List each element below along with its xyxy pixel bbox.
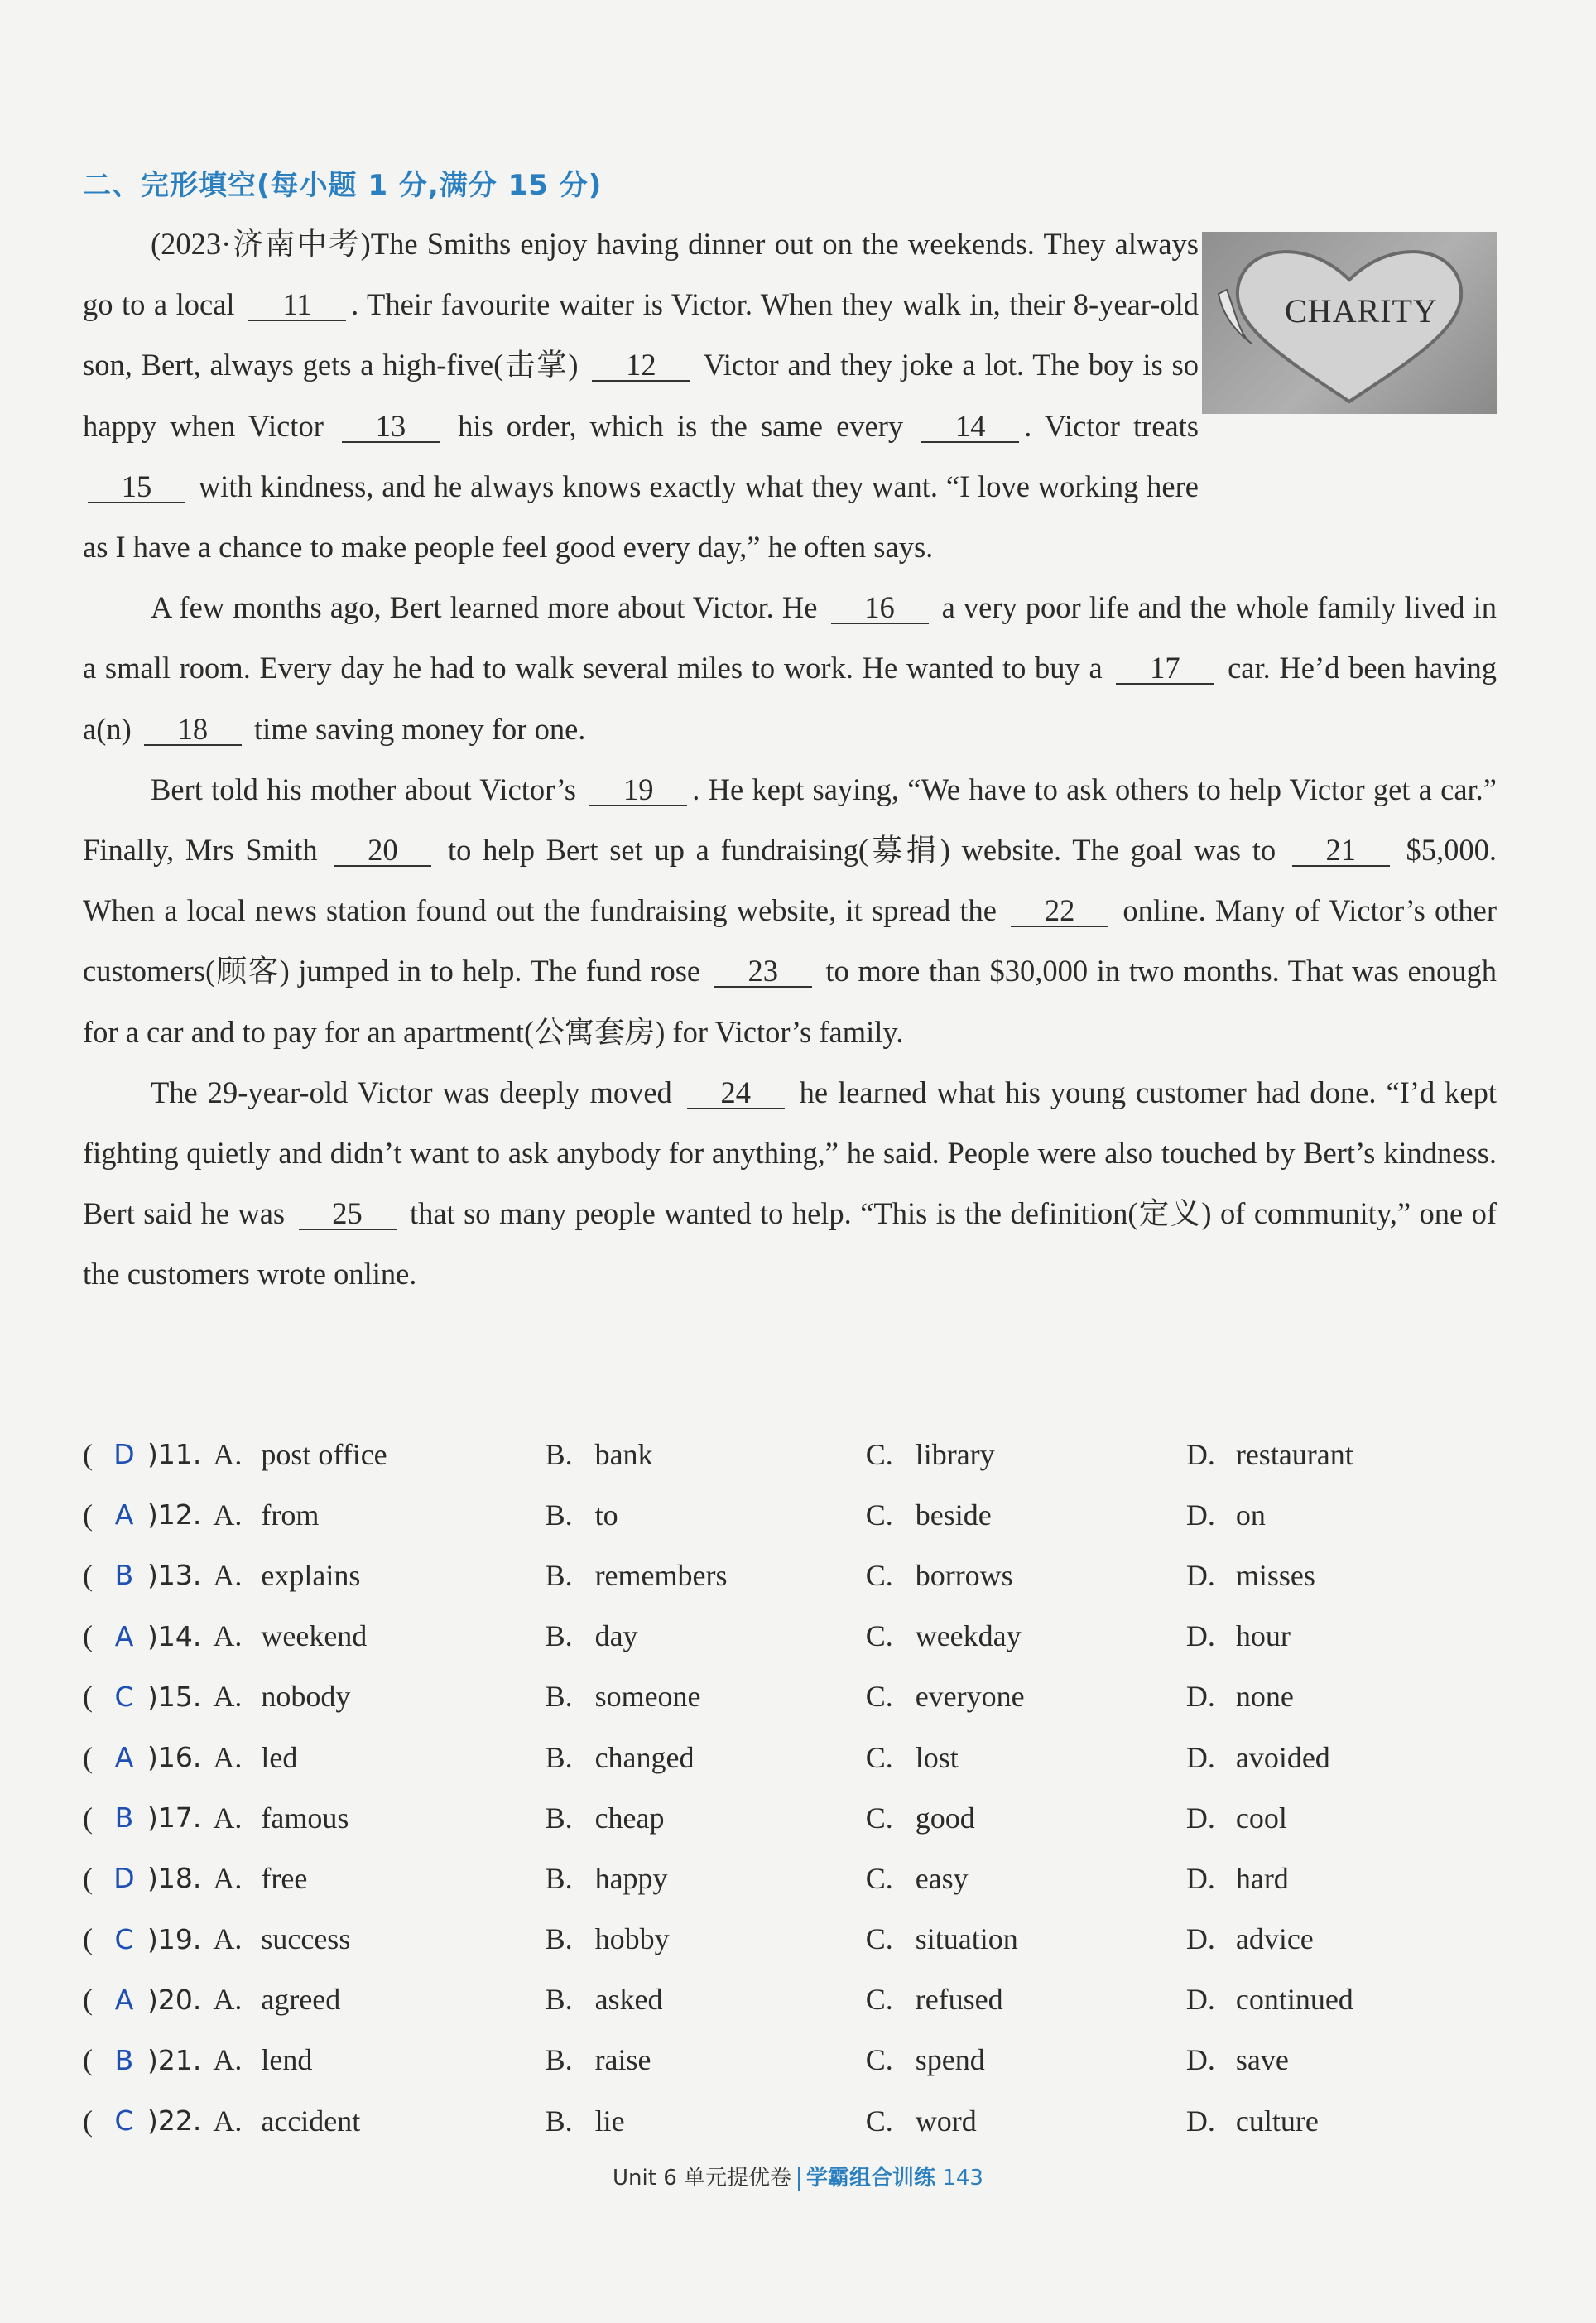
option-c: spend — [915, 2043, 985, 2077]
option-letter-a: A. — [213, 1922, 243, 1956]
passage-text: $5,000. When a local news station found out the fundraising website, it spread the — [83, 833, 1497, 928]
blank-19: 19 — [589, 775, 687, 806]
passage-text: car. He’d been having a(n) — [83, 651, 1497, 746]
blank-16: 16 — [831, 593, 929, 624]
option-letter-d: D. — [1185, 1801, 1215, 1835]
blank-23: 23 — [714, 956, 812, 988]
blank-17: 17 — [1116, 653, 1214, 685]
option-letter-d: D. — [1185, 1619, 1215, 1653]
option-c: everyone — [915, 1680, 1025, 1714]
option-letter-c: C. — [865, 1619, 893, 1653]
open-paren: ( — [83, 1498, 93, 1532]
option-c: borrows — [915, 1558, 1013, 1592]
option-letter-b: B. — [545, 1983, 573, 2017]
passage-text: with kindness, and he always knows exactly what they want. “I love working here as I have a chance to make people feel good every day,” he often says. — [83, 469, 1199, 565]
option-b: happy — [594, 1861, 668, 1895]
option-letter-b: B. — [545, 1437, 573, 1471]
answer-letter: A — [114, 1619, 134, 1652]
option-b: someone — [594, 1680, 701, 1714]
blank-12: 12 — [592, 350, 690, 382]
question-head — [83, 2104, 546, 2138]
option-d-cell — [1186, 1498, 1507, 1532]
question-row — [83, 1970, 1507, 2030]
open-paren: ( — [83, 1861, 93, 1895]
option-c: good — [915, 1801, 975, 1835]
open-paren: ( — [83, 1801, 93, 1835]
option-d: on — [1235, 1498, 1266, 1532]
option-letter-b: B. — [545, 1922, 573, 1956]
blank-11: 11 — [248, 290, 346, 321]
option-d-cell — [1186, 1437, 1507, 1472]
open-paren: ( — [83, 2104, 93, 2138]
option-c-cell — [866, 1740, 1186, 1775]
charity-label: CHARITY — [1285, 292, 1438, 329]
option-letter-a: A. — [213, 1801, 243, 1835]
question-row — [83, 1545, 1507, 1605]
option-letter-c: C. — [865, 1437, 893, 1471]
question-number: )11. — [147, 1438, 202, 1471]
option-letter-a: A. — [213, 1498, 243, 1532]
option-b-cell — [546, 1618, 866, 1653]
paragraph-4 — [83, 1062, 1497, 1305]
option-d: hard — [1235, 1861, 1289, 1895]
open-paren: ( — [83, 1740, 93, 1774]
option-b: hobby — [594, 1922, 670, 1956]
option-letter-a: A. — [213, 1437, 243, 1471]
option-letter-b: B. — [545, 2043, 573, 2077]
option-b: lie — [594, 2104, 625, 2138]
option-d: hour — [1235, 1619, 1291, 1653]
option-letter-d: D. — [1185, 1437, 1215, 1471]
option-letter-c: C. — [865, 1801, 893, 1835]
question-head — [83, 1861, 546, 1896]
question-number: )21. — [147, 2043, 202, 2076]
option-letter-c: C. — [865, 1558, 893, 1592]
option-c-cell — [866, 1861, 1186, 1896]
option-b: bank — [594, 1437, 653, 1471]
footer-brand: 学霸组合训练 — [806, 2166, 936, 2191]
option-c: situation — [915, 1922, 1018, 1956]
option-letter-b: B. — [545, 1680, 573, 1714]
option-b-cell — [546, 1498, 866, 1532]
question-number: )17. — [147, 1801, 202, 1835]
option-b-cell — [546, 2042, 866, 2077]
question-head — [83, 1558, 546, 1593]
answer-letter: C — [114, 1680, 134, 1713]
question-head — [83, 1982, 546, 2017]
option-b-cell — [546, 1679, 866, 1714]
option-letter-c: C. — [865, 1680, 893, 1714]
option-a: famous — [261, 1801, 349, 1835]
passage-text: that so many people wanted to help. “This is the definition(定义) of community,” one of the customers wrote online. — [83, 1196, 1497, 1291]
option-a: free — [261, 1861, 308, 1895]
question-head — [83, 1801, 546, 1835]
passage-text: his order, which is the same every — [444, 408, 917, 443]
answer-letter: A — [114, 1498, 134, 1532]
answer-letter: D — [113, 1862, 135, 1895]
option-letter-d: D. — [1185, 1498, 1215, 1532]
question-row — [83, 1666, 1507, 1727]
question-row — [83, 2090, 1507, 2151]
blank-20: 20 — [334, 835, 431, 867]
question-number: )16. — [147, 1741, 202, 1774]
option-letter-c: C. — [865, 1498, 893, 1532]
passage-text: (2023·济南中考)The Smiths enjoy having dinner out on the weekends. They always go to a local — [83, 227, 1199, 322]
question-number: )18. — [147, 1862, 202, 1895]
option-d: none — [1235, 1680, 1294, 1714]
option-d: save — [1235, 2043, 1289, 2077]
option-b: asked — [594, 1983, 663, 2017]
option-letter-c: C. — [865, 1922, 893, 1956]
choice-list — [83, 1424, 1507, 2151]
passage-text: . Their favourite waiter is Victor. When they walk in, their 8-year-old son, Bert, always gets a high-five(击掌) — [83, 287, 1199, 382]
option-letter-d: D. — [1185, 1558, 1215, 1592]
paragraph-3 — [83, 759, 1497, 1062]
option-letter-a: A. — [213, 1740, 243, 1774]
question-row — [83, 2030, 1507, 2090]
option-c-cell — [866, 2104, 1186, 2138]
blank-14: 14 — [921, 411, 1019, 443]
question-row — [83, 1484, 1507, 1545]
option-b: remembers — [594, 1558, 728, 1592]
option-c-cell — [866, 1558, 1186, 1593]
passage-text: Victor and they joke a lot. The boy is so happy when Victor — [83, 348, 1199, 443]
option-c-cell — [866, 1498, 1186, 1532]
question-row — [83, 1909, 1507, 1970]
option-b: raise — [594, 2043, 651, 2077]
option-c-cell — [866, 1982, 1186, 2017]
option-letter-c: C. — [865, 2043, 893, 2077]
question-head — [83, 1679, 546, 1714]
blank-15: 15 — [88, 472, 185, 503]
option-c: easy — [915, 1861, 969, 1895]
option-letter-d: D. — [1185, 2104, 1215, 2138]
option-d-cell — [1186, 2104, 1507, 2138]
passage-text: he learned what his young customer had done. “I’d kept fighting quietly and didn’t want to ask anybody for anything,” he said. People were also touched by Bert’s kindness. Bert said he was — [83, 1075, 1497, 1231]
question-number: )20. — [147, 1983, 202, 2016]
question-number: )19. — [147, 1922, 202, 1955]
option-letter-d: D. — [1185, 2043, 1215, 2077]
question-row — [83, 1606, 1507, 1666]
question-head — [83, 1618, 546, 1653]
question-head — [83, 1437, 546, 1472]
option-a: from — [261, 1498, 320, 1532]
option-d: culture — [1235, 2104, 1319, 2138]
question-head — [83, 1498, 546, 1532]
option-d-cell — [1186, 1618, 1507, 1653]
option-a: led — [261, 1740, 298, 1774]
option-a: weekend — [261, 1619, 368, 1653]
option-a: success — [261, 1922, 351, 1956]
question-number: )22. — [147, 2104, 202, 2138]
option-d-cell — [1186, 1861, 1507, 1896]
question-row — [83, 1424, 1507, 1484]
option-d-cell — [1186, 1558, 1507, 1593]
option-c-cell — [866, 1801, 1186, 1835]
blank-21: 21 — [1292, 835, 1390, 867]
option-d-cell — [1186, 1921, 1507, 1956]
option-c: library — [915, 1437, 995, 1471]
option-d-cell — [1186, 2042, 1507, 2077]
answer-letter: A — [114, 1983, 134, 2016]
option-b-cell — [546, 1982, 866, 2017]
passage-text: . He kept saying, “We have to ask others to help Victor get a car.” Finally, Mrs Smith — [83, 772, 1497, 868]
option-c: word — [915, 2104, 977, 2138]
option-letter-a: A. — [213, 1861, 243, 1895]
question-head — [83, 1921, 546, 1956]
question-number: )15. — [147, 1680, 202, 1713]
question-head — [83, 2042, 546, 2077]
option-letter-a: A. — [213, 1619, 243, 1653]
answer-letter: B — [114, 1559, 134, 1592]
option-c: lost — [915, 1740, 959, 1774]
open-paren: ( — [83, 1922, 93, 1956]
question-row — [83, 1848, 1507, 1908]
open-paren: ( — [83, 1619, 93, 1653]
option-c: weekday — [915, 1619, 1022, 1653]
option-letter-c: C. — [865, 1740, 893, 1774]
option-c-cell — [866, 1679, 1186, 1714]
option-b-cell — [546, 1921, 866, 1956]
page-number: 143 — [942, 2166, 983, 2191]
option-letter-c: C. — [865, 1861, 893, 1895]
option-d: cool — [1235, 1801, 1287, 1835]
option-letter-d: D. — [1185, 1680, 1215, 1714]
option-letter-b: B. — [545, 1861, 573, 1895]
blank-22: 22 — [1011, 896, 1108, 927]
open-paren: ( — [83, 2043, 93, 2077]
option-letter-b: B. — [545, 1801, 573, 1835]
option-letter-a: A. — [213, 2043, 243, 2077]
open-paren: ( — [83, 1983, 93, 2017]
passage-text: to help Bert set up a fundraising(募捐) website. The goal was to — [436, 833, 1287, 868]
section-title: 二、完形填空(每小题 1 分,满分 15 分) — [83, 169, 603, 202]
option-letter-d: D. — [1185, 1861, 1215, 1895]
option-c-cell — [866, 1921, 1186, 1956]
blank-25: 25 — [299, 1199, 397, 1230]
option-d: avoided — [1235, 1740, 1330, 1774]
question-number: )13. — [147, 1559, 202, 1592]
passage-text: time saving money for one. — [246, 711, 586, 746]
option-b-cell — [546, 1801, 866, 1835]
option-b-cell — [546, 1861, 866, 1896]
option-d-cell — [1186, 1679, 1507, 1714]
question-row — [83, 1787, 1507, 1848]
cloze-passage — [83, 214, 1497, 1305]
passage-text: to more than $30,000 in two months. That was enough for a car and to pay for an apartment(公寓套房) for Victor’s family. — [83, 954, 1497, 1049]
option-letter-d: D. — [1185, 1740, 1215, 1774]
option-b: cheap — [594, 1801, 665, 1835]
option-d: restaurant — [1235, 1437, 1353, 1471]
answer-letter: C — [114, 2104, 134, 2138]
option-c: beside — [915, 1498, 992, 1532]
option-letter-b: B. — [545, 1740, 573, 1774]
option-c-cell — [866, 1437, 1186, 1472]
answer-letter: D — [113, 1438, 135, 1471]
option-letter-b: B. — [545, 1558, 573, 1592]
paragraph-2 — [83, 577, 1497, 759]
option-a: nobody — [261, 1680, 351, 1714]
passage-text: Bert told his mother about Victor’s — [151, 772, 585, 806]
passage-text: The 29-year-old Victor was deeply moved — [151, 1075, 682, 1109]
blank-24: 24 — [687, 1078, 785, 1109]
option-c: refused — [915, 1983, 1003, 2017]
option-letter-b: B. — [545, 1498, 573, 1532]
blank-18: 18 — [144, 714, 242, 746]
option-b-cell — [546, 1558, 866, 1593]
option-d-cell — [1186, 1740, 1507, 1775]
answer-letter: B — [114, 2043, 134, 2076]
page-footer — [0, 2161, 1596, 2191]
option-b: to — [594, 1498, 618, 1532]
option-letter-b: B. — [545, 2104, 573, 2138]
option-a: post office — [261, 1437, 387, 1471]
option-a: agreed — [261, 1983, 341, 2017]
option-d-cell — [1186, 1801, 1507, 1835]
paragraph-1 — [83, 214, 1497, 577]
option-b-cell — [546, 1437, 866, 1472]
question-number: )14. — [147, 1619, 202, 1652]
answer-letter: C — [114, 1922, 134, 1955]
option-b-cell — [546, 1740, 866, 1775]
option-a: explains — [261, 1558, 361, 1592]
option-letter-d: D. — [1185, 1983, 1215, 2017]
option-b: changed — [594, 1740, 695, 1774]
option-letter-a: A. — [213, 2104, 243, 2138]
option-letter-d: D. — [1185, 1922, 1215, 1956]
passage-text: A few months ago, Bert learned more about Victor. He — [151, 590, 826, 625]
option-c-cell — [866, 2042, 1186, 2077]
footer-divider — [798, 2167, 800, 2191]
open-paren: ( — [83, 1558, 93, 1592]
option-letter-c: C. — [865, 2104, 893, 2138]
option-b-cell — [546, 2104, 866, 2138]
option-a: accident — [261, 2104, 361, 2138]
option-letter-b: B. — [545, 1619, 573, 1653]
passage-text: online. Many of Victor’s other customers(顾客) jumped in to help. The fund rose — [83, 893, 1497, 988]
option-letter-c: C. — [865, 1983, 893, 2017]
blank-13: 13 — [342, 411, 440, 443]
option-b: day — [594, 1619, 638, 1653]
passage-text: . Victor treats — [1024, 408, 1199, 443]
question-row — [83, 1727, 1507, 1787]
open-paren: ( — [83, 1680, 93, 1714]
option-a: lend — [261, 2043, 313, 2077]
option-letter-a: A. — [213, 1680, 243, 1714]
option-c-cell — [866, 1618, 1186, 1653]
answer-letter: B — [114, 1801, 134, 1835]
option-d: misses — [1235, 1558, 1315, 1592]
footer-unit: Unit 6 单元提优卷 — [613, 2166, 792, 2191]
option-d-cell — [1186, 1982, 1507, 2017]
option-d: continued — [1235, 1983, 1353, 2017]
passage-text: a very poor life and the whole family lived in a small room. Every day he had to walk several miles to work. He wanted to buy a — [83, 590, 1497, 685]
question-number: )12. — [147, 1498, 202, 1532]
answer-letter: A — [114, 1741, 134, 1774]
option-letter-a: A. — [213, 1558, 243, 1592]
option-letter-a: A. — [213, 1983, 243, 2017]
open-paren: ( — [83, 1437, 93, 1471]
option-d: advice — [1235, 1922, 1314, 1956]
question-head — [83, 1740, 546, 1775]
